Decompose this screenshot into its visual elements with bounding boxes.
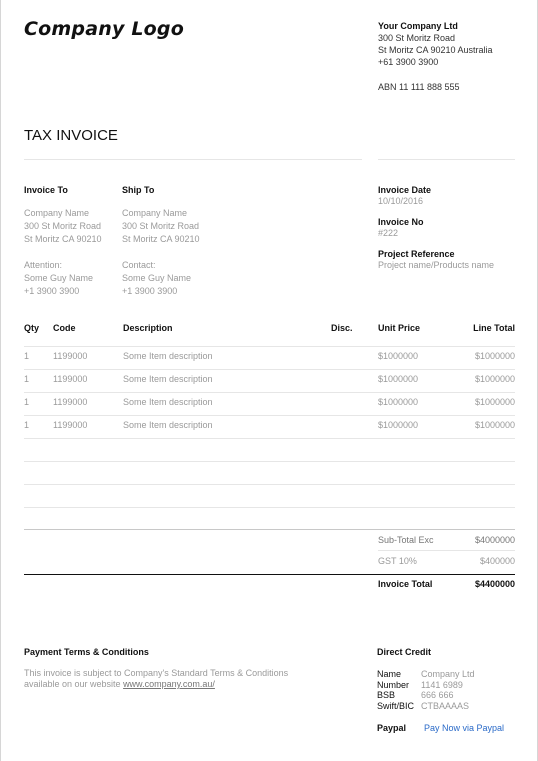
- invoice-date-label: Invoice Date: [378, 185, 432, 195]
- row-description: Some Item description: [123, 397, 213, 407]
- company-phone: +61 3900 3900: [378, 57, 439, 67]
- invoice-meta: [378, 185, 494, 272]
- table-row-divider: [24, 415, 515, 416]
- invoice-no: #222: [378, 228, 399, 238]
- ship-to-label: Ship To: [122, 185, 155, 195]
- company-name: Your Company Ltd: [378, 21, 458, 31]
- project-reference-label: Project Reference: [378, 249, 455, 259]
- payment-terms-line-2: [24, 679, 288, 690]
- table-row-divider: [24, 369, 515, 370]
- row-qty: 1: [24, 374, 30, 384]
- table-row-divider: [24, 461, 515, 462]
- company-details: [378, 20, 493, 93]
- bank-details: [377, 669, 475, 711]
- total-divider: [24, 574, 515, 575]
- table-row-divider: [24, 484, 515, 485]
- document-title: TAX INVOICE: [24, 127, 118, 144]
- ship-to-block: [122, 185, 200, 298]
- attention-phone: +1 3900 3900: [24, 286, 80, 296]
- divider: [378, 159, 515, 160]
- col-unit-price-header: Unit Price: [378, 323, 421, 333]
- col-description-header: Description: [123, 323, 173, 333]
- attention-name: Some Guy Name: [24, 273, 94, 283]
- col-code-header: Code: [53, 323, 76, 333]
- col-line-total-header: Line Total: [473, 323, 515, 333]
- table-divider: [24, 346, 515, 347]
- row-code: 1199000: [53, 351, 88, 361]
- company-address-2: St Moritz CA 90210 Australia: [378, 45, 493, 55]
- invoice-total-value: $4400000: [474, 579, 515, 589]
- invoice-to-label: Invoice To: [24, 185, 68, 195]
- totals-divider: [378, 550, 515, 551]
- contact-name: Some Guy Name: [122, 273, 192, 283]
- row-description: Some Item description: [123, 351, 213, 361]
- table-row-divider: [24, 392, 515, 393]
- invoice-to-line: Company Name: [24, 208, 90, 218]
- bank-row-bsb: [377, 690, 475, 701]
- company-abn: ABN 11 111 888 555: [378, 82, 460, 92]
- payment-terms-label: Payment Terms & Conditions: [24, 647, 149, 657]
- paypal-label: Paypal: [377, 723, 407, 733]
- bank-field-label: Number: [377, 679, 410, 690]
- row-qty: 1: [24, 420, 30, 430]
- company-website-link[interactable]: www.company.com.au/: [123, 679, 215, 689]
- row-line-total: $1000000: [474, 351, 515, 361]
- company-logo: Company Logo: [24, 18, 184, 40]
- divider: [24, 159, 362, 160]
- row-description: Some Item description: [123, 374, 213, 384]
- row-code: 1199000: [53, 397, 88, 407]
- row-qty: 1: [24, 351, 30, 361]
- project-reference: Project name/Products name: [378, 260, 495, 270]
- contact-label: Contact:: [122, 260, 156, 270]
- bank-field-value: 666 666: [421, 690, 454, 700]
- row-line-total: $1000000: [474, 374, 515, 384]
- bank-field-value: Company Ltd: [421, 669, 475, 679]
- bank-field-value: CTBAAAAS: [421, 700, 470, 711]
- row-qty: 1: [24, 397, 30, 407]
- row-unit-price: $1000000: [378, 420, 419, 430]
- payment-terms-text: [24, 668, 288, 690]
- payment-terms-prefix: available on our website: [24, 679, 124, 689]
- invoice-total-label: Invoice Total: [378, 579, 433, 589]
- paypal-link[interactable]: Pay Now via Paypal: [424, 723, 505, 733]
- invoice-to-line: 300 St Moritz Road: [24, 221, 102, 231]
- invoice-to-line: St Moritz CA 90210: [24, 234, 102, 244]
- payment-terms-line: This invoice is subject to Company's Standard Terms & Conditions: [24, 668, 289, 678]
- row-unit-price: $1000000: [378, 374, 419, 384]
- bank-field-label: Swift/BIC: [377, 700, 415, 711]
- row-code: 1199000: [53, 374, 88, 384]
- invoice-no-label: Invoice No: [378, 217, 424, 227]
- ship-to-line: 300 St Moritz Road: [122, 221, 200, 231]
- bank-row-name: [377, 669, 475, 680]
- gst-label: GST 10%: [378, 556, 417, 566]
- subtotal-value: $4000000: [474, 535, 515, 545]
- attention-label: Attention:: [24, 260, 63, 270]
- bank-row-number: [377, 680, 475, 691]
- row-description: Some Item description: [123, 420, 213, 430]
- row-code: 1199000: [53, 420, 88, 430]
- bank-field-value: 1141 6989: [421, 679, 463, 690]
- invoice-to-block: [24, 185, 102, 298]
- invoice-date: 10/10/2016: [378, 196, 424, 206]
- col-discount-header: Disc.: [331, 323, 353, 333]
- table-bottom-border: [24, 529, 515, 530]
- row-unit-price: $1000000: [378, 351, 419, 361]
- table-row-divider: [24, 438, 515, 439]
- table-row-divider: [24, 507, 515, 508]
- ship-to-line: Company Name: [122, 208, 188, 218]
- company-address-1: 300 St Moritz Road: [378, 33, 456, 43]
- bank-field-label: Name: [377, 669, 402, 679]
- contact-phone: +1 3900 3900: [122, 286, 178, 296]
- ship-to-line: St Moritz CA 90210: [122, 234, 200, 244]
- bank-field-label: BSB: [377, 690, 396, 700]
- gst-value: $400000: [479, 556, 515, 566]
- row-line-total: $1000000: [474, 397, 515, 407]
- row-line-total: $1000000: [474, 420, 515, 430]
- bank-row-swift: [377, 701, 475, 712]
- direct-credit-label: Direct Credit: [377, 647, 432, 657]
- subtotal-label: Sub-Total Exc: [378, 535, 434, 545]
- col-qty-header: Qty: [24, 323, 40, 333]
- row-unit-price: $1000000: [378, 397, 419, 407]
